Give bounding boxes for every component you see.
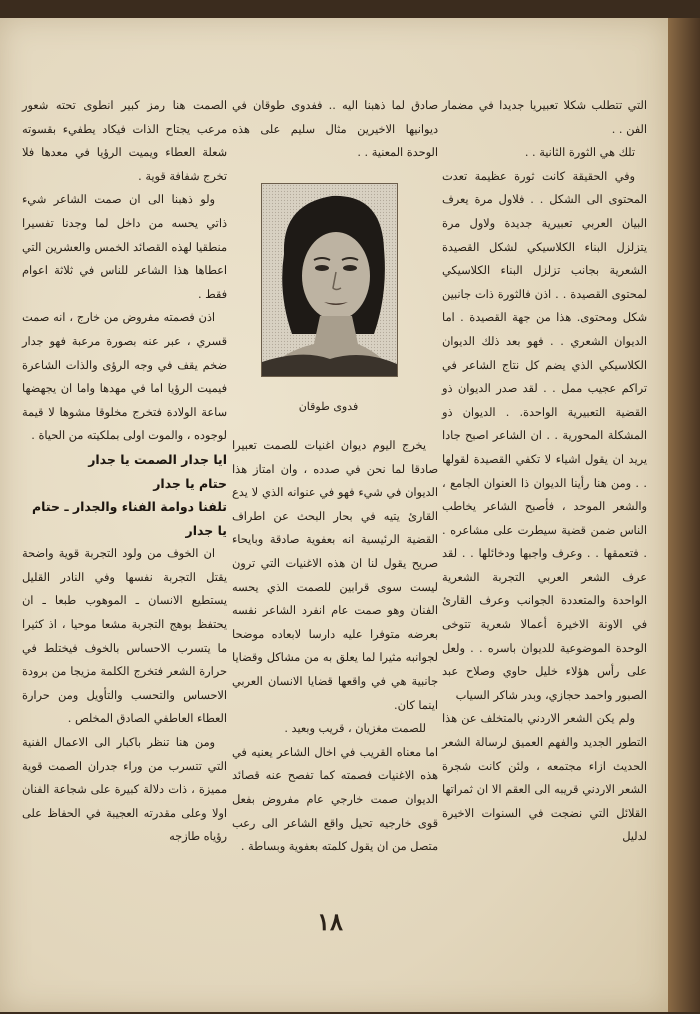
poem-verse: تلفنا دوامة الفناء والجدار ـ حتام xyxy=(32,499,227,515)
author-photo xyxy=(261,183,398,377)
poem-verse: يا جدار xyxy=(185,522,227,538)
paragraph: ان الخوف من ولود التجربة قوية واضحة يقتل التجربة نفسها وفي النادر القليل يستطيع الانسان ـ الموهوب طبعا ـ ان يحتفظ بوهج التجربة مشعا موحيا ، اذ كثيرا ما يتسرب الاحساس بالخوف فيختلط في حرارة الشعر فتخرج الكلمة مزيجا من برودة الاحساس والتحسب والتأويل ومن حرارة العطاء العاطفي الصادق المخلص . xyxy=(22,547,227,726)
paragraph: اما معناه القريب في اخال الشاعر يعنيه في هذه الاغنيات فصمته كما تفصح عنه قصائد الديوان صمت خارجي عام مفروض بفعل قوى خارجيه تحيل واقع الشاعر الى رعب متصل من ان يقول كلمته بعفوية وبساطة . xyxy=(232,745,438,854)
article-column-middle-bottom xyxy=(232,434,438,859)
paragraph: ولم يكن الشعر الاردني بالمتخلف عن هذا التطور الجديد والفهم العميق لرسالة الشعر الحديث ازاء مجتمعه ، ولئن كانت شجرة الشعر الاردني قريبه الى العقم الا ان ثمراتها القلائل التي نضجت في السنوات الاخيرة لدليل xyxy=(442,712,647,844)
paragraph: تلك هي الثورة الثانية . . xyxy=(524,146,635,160)
paragraph: ومن هنا تنظر باكبار الى الاعمال الفنية التي تتسرب من وراء جدران الصمت قوية مميزة ، ذات دلالة كبيرة على شجاعة الفنان اولا وعلى مقدرته العجيبة في الحفاظ على رؤياه طازجه xyxy=(22,736,227,844)
page-number: ١٨ xyxy=(317,907,343,936)
poem-verse: حتام يا جدار xyxy=(153,475,227,491)
article-column-right xyxy=(442,94,647,849)
article-column-middle-top xyxy=(232,94,438,165)
paragraph: يخرج اليوم ديوان اغنيات للصمت تعبيرا صادقا لما نحن في صدده ، وان امتاز هذا الديوان في شيء فهو في عنوانه الذي لا يدع القارئ يتيه في بحار البحث عن اطراف القضية الرئيسية انه بعفوية صادقة وبايحاء صريح يقول لنا ان هذه الاغنيات التي ترون ليست سوى قرابين للصمت الذي يحسه الفنان وهو صمت عام انفرد الشاعر نفسه بعرضه متوفرا عليه دارسا لابعاده موضحا لجوانبه مثيرا لما يعلق به من مشاكل وقضايا جانبية هي في واقعها قضايا الانسان العربي اينما كان. xyxy=(232,439,438,712)
page-edge-shadow xyxy=(668,18,700,1012)
paragraph: التي تتطلب شكلا تعبيريا جديدا في مضمار الفن . . xyxy=(442,99,647,136)
photo-caption: فدوى طوقان xyxy=(298,400,359,413)
paragraph: الصمت هنا رمز كبير انطوى تحته شعور مرعب يجتاح الذات فيكاد يطفيء بقسوته شعلة العطاء ويميت الرؤيا في معدها فلا تخرج شفافة قوية . xyxy=(22,99,227,183)
poem-verse: ايا جدار الصمت يا جدار xyxy=(88,451,227,467)
paragraph: صادق لما ذهبنا اليه .. ففدوى طوقان في ديوانيها الاخيرين مثال سليم على هذه الوحدة المعنية . . xyxy=(232,99,438,160)
paragraph: وفي الحقيقة كانت ثورة عظيمة تعدت المحتوى الى الشكل . . فلاول مرة يعرف البيان العربي تعبيرية جديدة ولاول مرة يتزلزل البناء الكلاسيكي لشكل القصيدة الشعرية بجانب تزلزل البناء الكلاسيكي لمحتوى القصيدة . . اذن فالثورة ذات جانبين شكل ومحتوى. هذا من جهة القصيدة . اما الديوان الشعري . . فهو بعد ذلك الديوان الكلاسيكي الذي يضم كل نتاج الشاعر في تراكم عجيب ممل . . لقد صدر الديوان ذو القضية التعبيرية الواحدة. . الديوان ذو المشكلة المحورية . . ان الشاعر اصبح جادا يريد ان يقول اشياء لا تكفي القصيدة لقولها . . ومن هنا رأينا الديوان ذا العنوان الجامع ، والشعر الموحد ، فأصبح الشاعر يخاطب الناس ضمن قضية سيطرت على مشاعره . . فتعمقها . . وعرف واجبها ودخائلها . . لقد عرف الشعر العربي التجربة الشعرية الواحدة والمتعددة الجوانب وعرف القارئ في الاونة الاخيرة أعمالا شعرية تتوخى الوحدة الموضوعية للديوان باسره . . ولعل على رأس هؤلاء خليل حاوي وصلاح عبد الصبور واحمد حجازي، وبدر شاكر السياب xyxy=(442,169,647,702)
paragraph: ولو ذهبنا الى ان صمت الشاعر شيء ذاتي يحسه من داخل لما وجدنا تفسيرا منطقيا لهذه القصائد الخمس والعشرين التي اعطاها هذا الشاعر للناس في ثلاثة اعوام فقط . xyxy=(22,193,227,301)
article-column-left xyxy=(22,94,227,849)
paragraph: للصمت مغزيان ، قريب وبعيد . xyxy=(284,722,426,736)
portrait-image xyxy=(262,184,397,376)
paragraph: اذن فصمته مفروض من خارج ، انه صمت قسري ، عبر عنه بصورة مرعبة فهو جدار ضخم يقف في وجه الرؤى والذات الشاعرة فيميت الرؤيا اما في مهدها واما ان يجهضها ساعة الولادة فتخرج مخلوقا مشوها لا قيمة لوجوده ، والموت اولى بملكيته من الحياة . xyxy=(22,311,227,443)
